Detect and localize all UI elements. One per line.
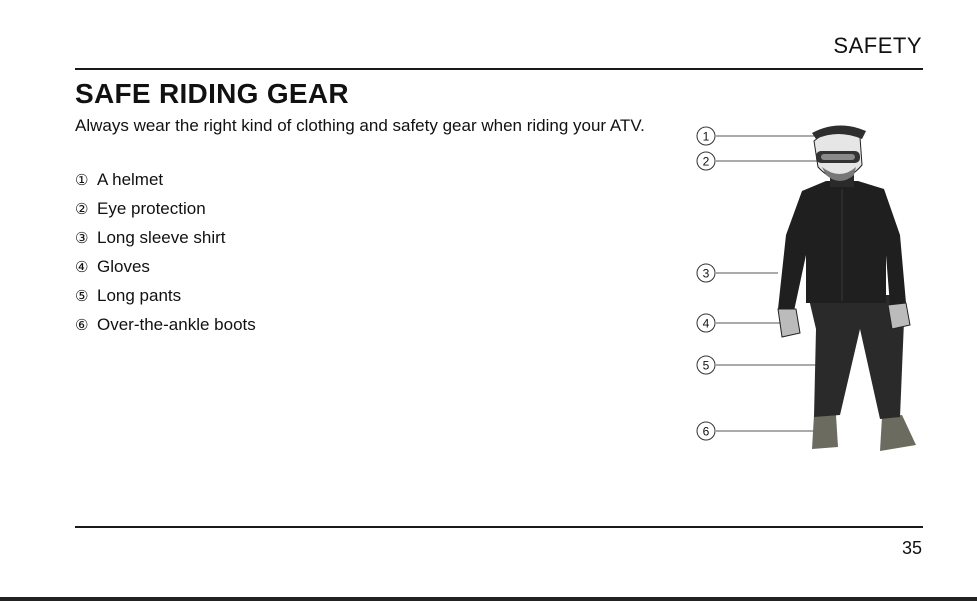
section-header: SAFETY [833, 33, 922, 58]
header-rule [75, 68, 923, 70]
item-label: Long pants [97, 286, 182, 305]
gear-list [75, 169, 256, 343]
item-number: ④ [75, 258, 89, 276]
list-item [75, 227, 256, 256]
item-label: Eye protection [97, 199, 206, 218]
item-number: ③ [75, 229, 89, 247]
callout-6 [697, 422, 715, 440]
item-number: ② [75, 200, 89, 218]
rider-illustration [778, 125, 916, 451]
list-item [75, 198, 256, 227]
callout-2 [697, 152, 715, 170]
callout-4 [697, 314, 715, 332]
item-label: Long sleeve shirt [97, 228, 226, 247]
svg-text:1: 1 [702, 129, 710, 144]
footer-rule [75, 526, 923, 528]
svg-text:5: 5 [702, 358, 710, 373]
item-number: ① [75, 171, 89, 189]
list-item [75, 285, 256, 314]
item-label: A helmet [97, 170, 164, 189]
list-item [75, 169, 256, 198]
callout-markers [697, 127, 715, 440]
page-edge-band [0, 597, 977, 601]
right-glove [888, 303, 910, 329]
rider-gear-figure [690, 115, 930, 465]
list-item [75, 256, 256, 285]
item-number: ⑥ [75, 316, 89, 334]
svg-text:2: 2 [702, 154, 710, 169]
list-item [75, 314, 256, 343]
item-label: Over-the-ankle boots [97, 315, 256, 334]
page-title: SAFE RIDING GEAR [75, 78, 349, 109]
right-boot [880, 415, 916, 451]
callout-3 [697, 264, 715, 282]
callout-1 [697, 127, 715, 145]
callout-5 [697, 356, 715, 374]
intro-paragraph: Always wear the right kind of clothing and safety gear when riding your ATV. [75, 116, 645, 135]
left-glove [778, 309, 800, 337]
svg-text:6: 6 [702, 424, 710, 439]
left-boot [812, 415, 838, 449]
svg-text:3: 3 [702, 266, 710, 281]
item-label: Gloves [97, 257, 150, 276]
svg-text:4: 4 [702, 316, 710, 331]
page-number: 35 [901, 538, 922, 558]
item-number: ⑤ [75, 287, 89, 305]
